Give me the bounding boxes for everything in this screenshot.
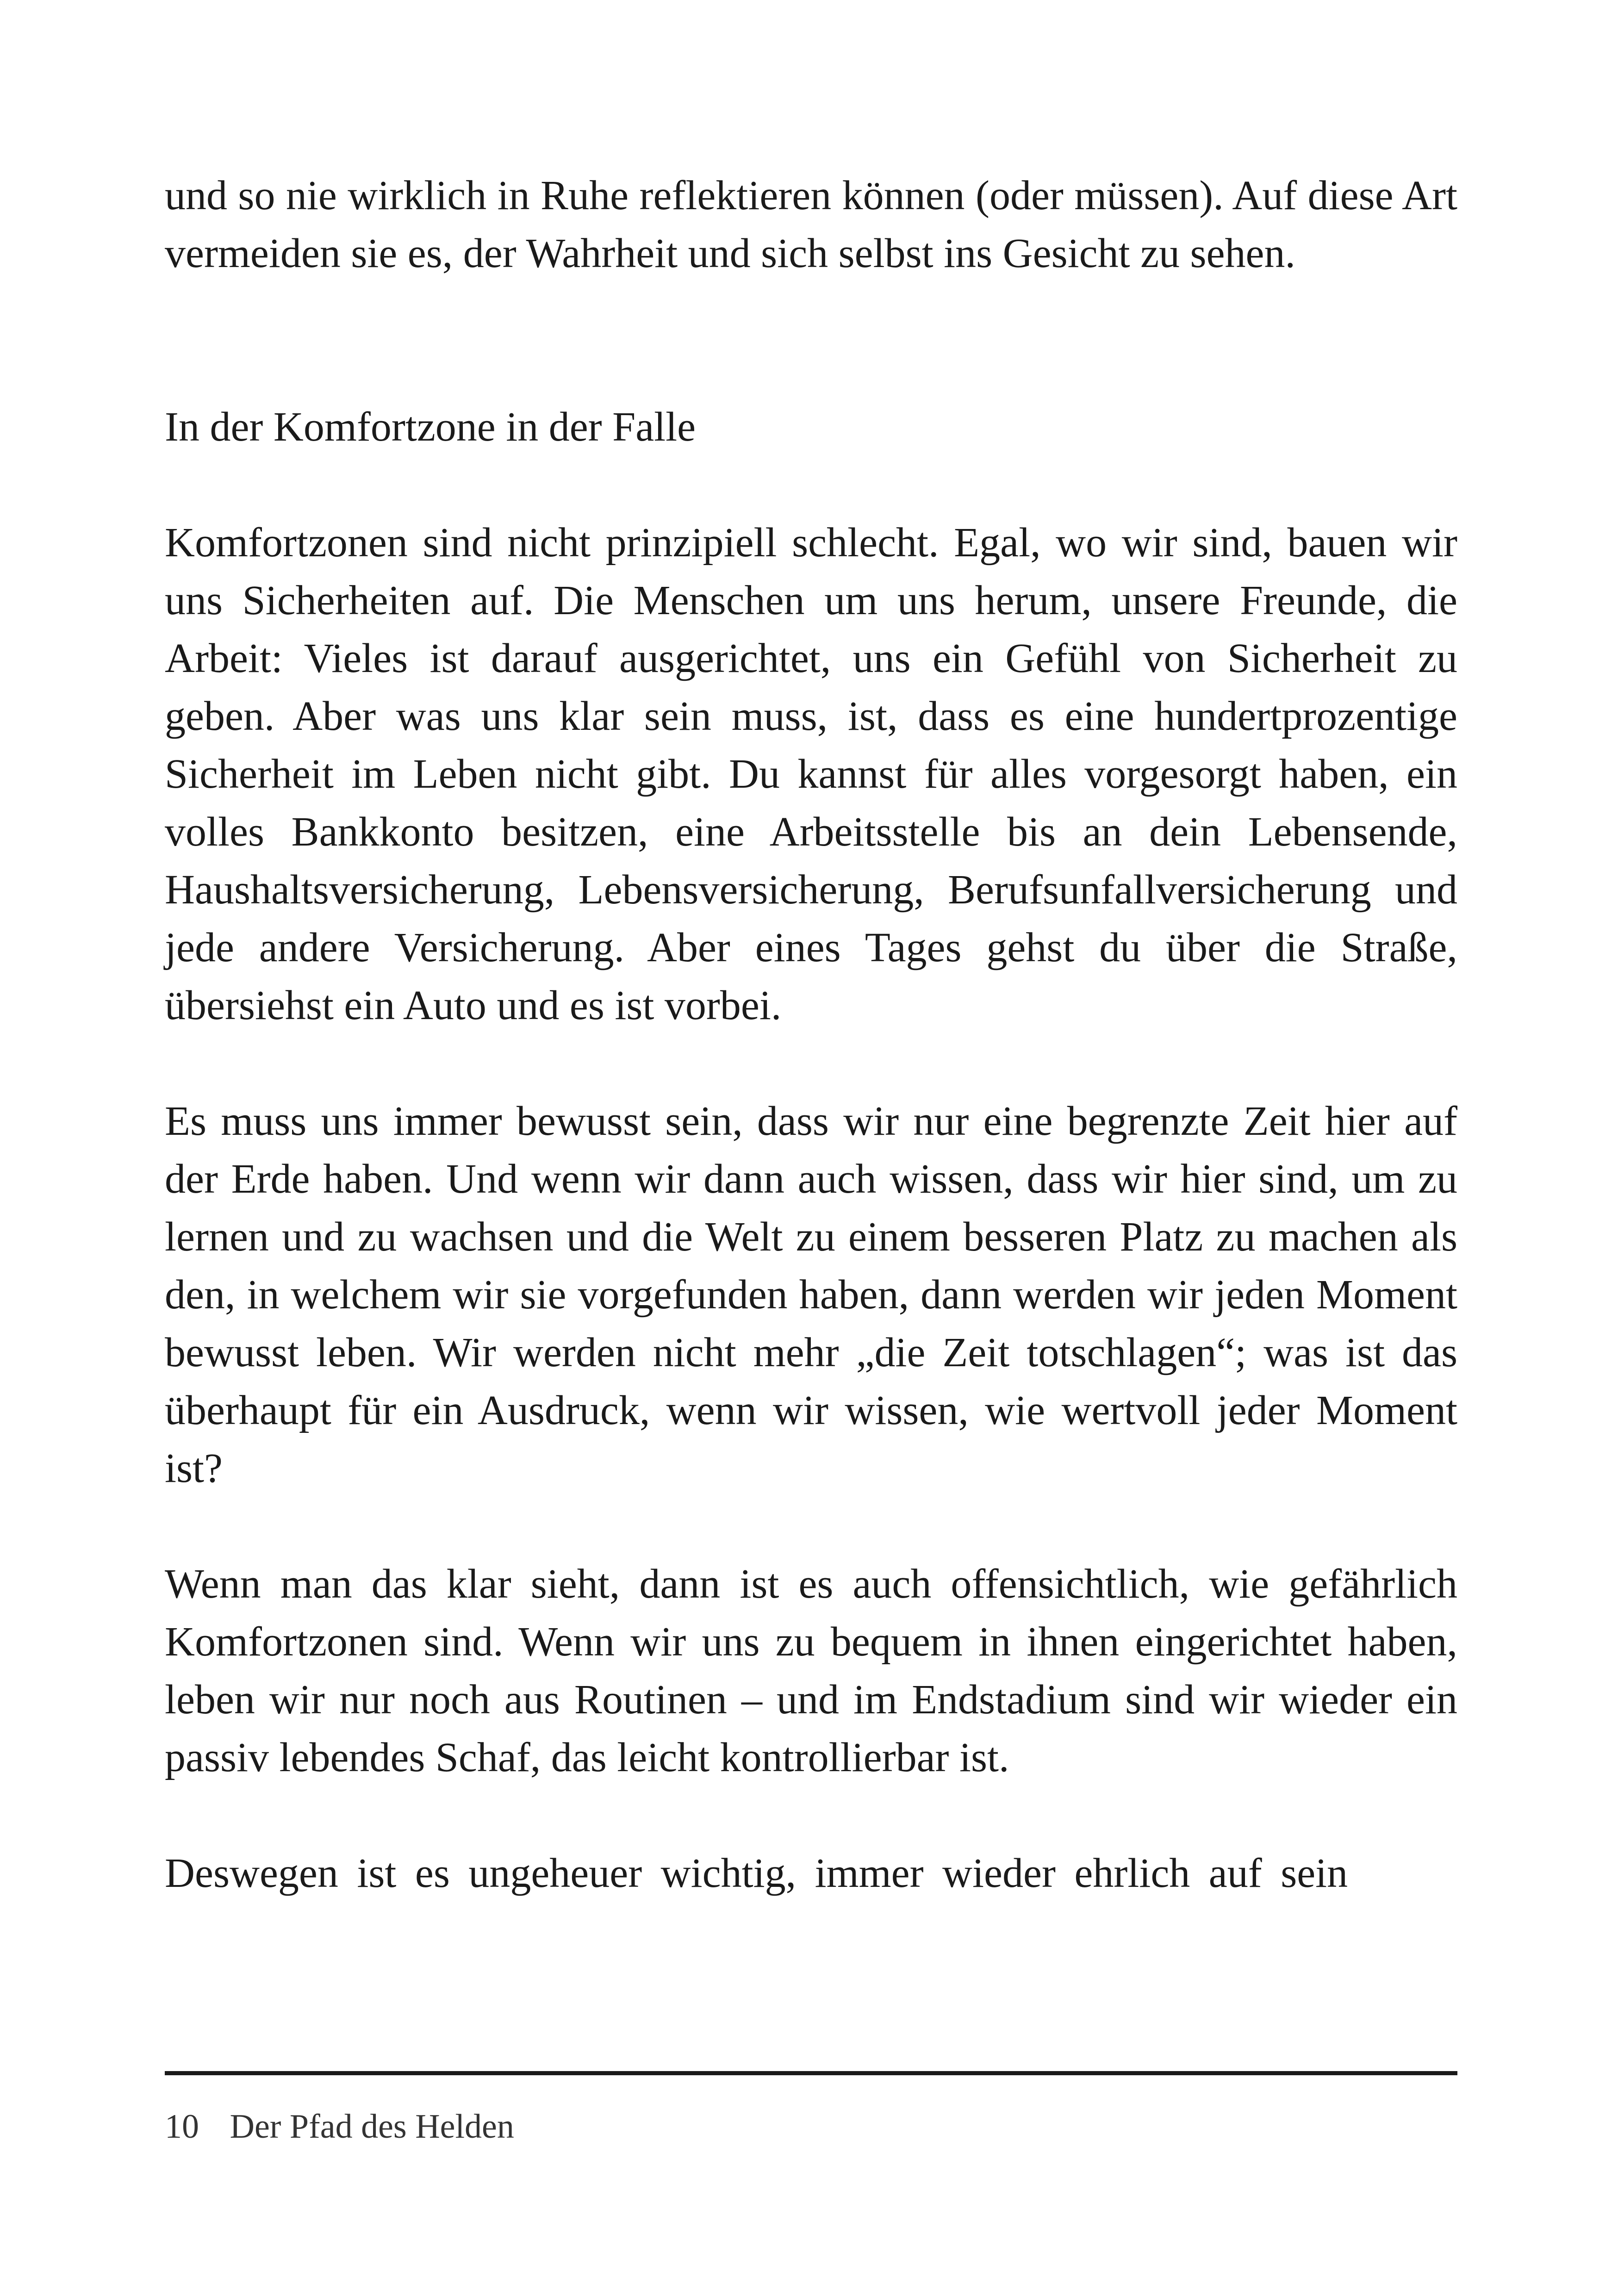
paragraph: Es muss uns immer bewusst sein, dass wir nur eine begrenzte Zeit hier auf der Erde haben. Und wenn wir dann auch wissen, dass wir hier sind, um zu lernen und zu wachsen und die Welt zu einem besseren Platz zu machen als den, in welchem wir sie vorgefunden haben, dann werden wir jeden Moment bewusst leben. Wir werden nicht mehr „die Zeit totschlagen“; was ist das überhaupt für ein Ausdruck, wenn wir wissen, wie wertvoll jeder Moment ist? (165, 1098, 1457, 1491)
paragraph: und so nie wirklich in Ruhe reflektieren können (oder müssen). Auf diese Art vermeiden sie es, der Wahrheit und sich selbst ins Gesicht zu sehen. (165, 173, 1457, 276)
footer-rule (165, 2071, 1457, 2075)
paragraph: Komfortzonen sind nicht prinzipiell schlecht. Egal, wo wir sind, bauen wir uns Sicherheiten auf. Die Menschen um uns herum, unsere Freunde, die Arbeit: Vieles ist darauf ausgerichtet, uns ein Gefühl von Sicherheit zu geben. Aber was uns klar sein muss, ist, dass es eine hundertprozentige Sicherheit im Leben nicht gibt. Du kannst für alles vorgesorgt haben, ein volles Bankkonto besitzen, eine Arbeitsstelle bis an dein Lebensende, Haushaltsversicherung, Lebensversicherung, Berufsunfallversicherung und jede andere Versicherung. Aber eines Tages gehst du über die Straße, übersiehst ein Auto und es ist vorbei. (165, 520, 1457, 1028)
running-title: Der Pfad des Helden (230, 2108, 514, 2146)
paragraph: Deswegen ist es ungeheuer wichtig, immer wieder ehrlich auf sein (165, 1850, 1348, 1896)
section-heading: In der Komfortzone in der Falle (165, 404, 696, 450)
page-footer (165, 2103, 514, 2150)
page-number: 10 (165, 2108, 199, 2146)
page-body (165, 167, 1457, 1902)
paragraph: Wenn man das klar sieht, dann ist es auch offensichtlich, wie gefährlich Komfortzonen sind. Wenn wir uns zu bequem in ihnen eingerichtet haben, leben wir nur noch aus Routinen – und im Endstadium sind wir wieder ein passiv lebendes Schaf, das leicht kontrollierbar ist. (165, 1561, 1457, 1780)
